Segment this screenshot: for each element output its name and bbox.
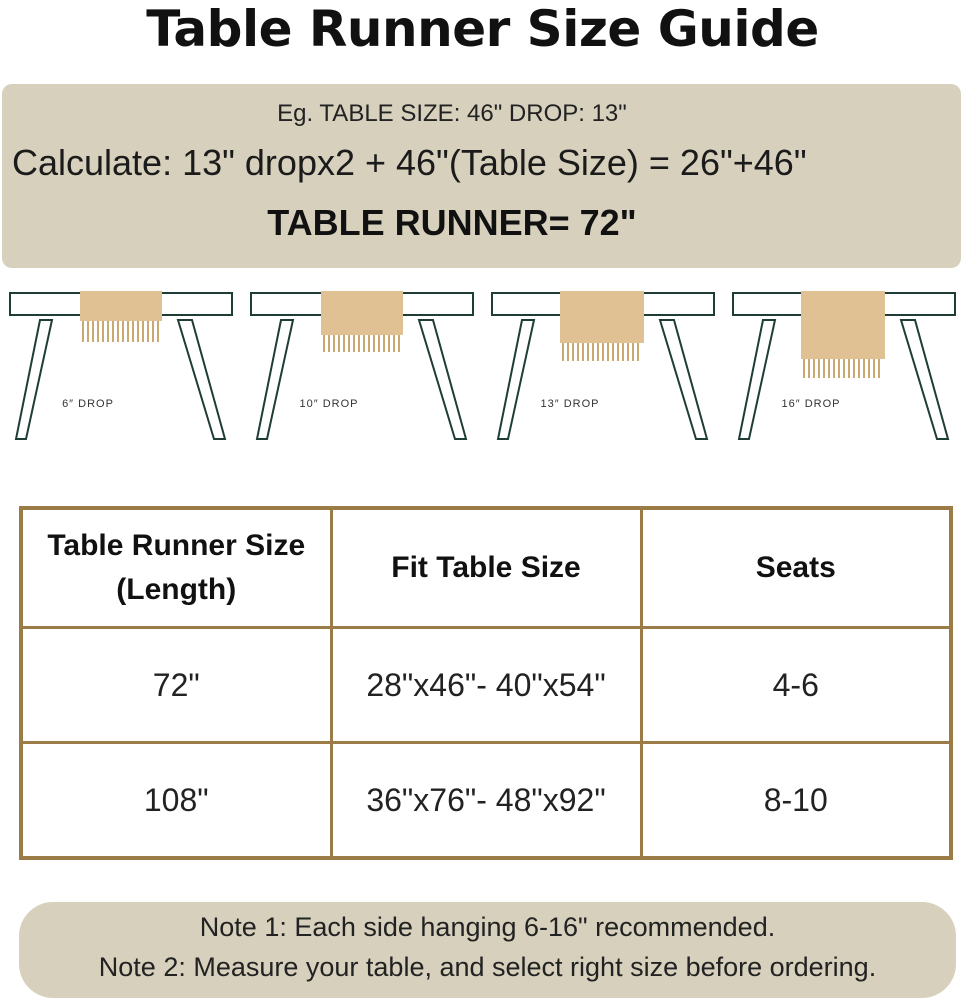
calculation-panel	[2, 84, 961, 268]
table-row	[21, 743, 951, 859]
size-table	[19, 506, 953, 860]
drop-illustration-16	[731, 284, 963, 444]
cell-seats: 8-10	[641, 743, 951, 859]
table-header-row	[21, 508, 951, 628]
calculation-result: TABLE RUNNER= 72"	[267, 202, 637, 243]
cell-fit-size: 28"x46"- 40"x54"	[331, 628, 641, 743]
calculation-example: Eg. TABLE SIZE: 46" DROP: 13"	[277, 100, 627, 127]
note-2: Note 2: Measure your table, and select right size before ordering.	[98, 952, 877, 982]
drop-illustration-10	[249, 284, 481, 444]
table-row	[21, 628, 951, 743]
drop-illustration-6	[8, 284, 240, 444]
drop-label: 10″ DROP	[299, 398, 359, 410]
cell-seats: 4-6	[641, 628, 951, 743]
cell-fit-size: 36"x76"- 48"x92"	[331, 743, 641, 859]
table-with-runner-icon	[8, 284, 240, 444]
page-title: Table Runner Size Guide	[146, 0, 819, 58]
drop-illustrations	[0, 284, 965, 444]
cell-length: 108"	[21, 743, 331, 859]
notes-panel	[19, 902, 956, 998]
header-seats: Seats	[641, 508, 951, 628]
header-runner-size: Table Runner Size (Length)	[21, 508, 331, 628]
header-fit-table-size: Fit Table Size	[331, 508, 641, 628]
drop-label: 13″ DROP	[540, 398, 600, 410]
drop-label: 6″ DROP	[62, 398, 114, 410]
table-with-runner-icon	[490, 284, 722, 444]
drop-illustration-13	[490, 284, 722, 444]
table-with-runner-icon	[249, 284, 481, 444]
table-with-runner-icon	[731, 284, 963, 444]
calculation-formula: Calculate: 13" dropx2 + 46"(Table Size) = 26"+46"	[12, 142, 807, 183]
drop-label: 16″ DROP	[781, 398, 841, 410]
note-1: Note 1: Each side hanging 6-16" recommended.	[199, 912, 776, 942]
cell-length: 72"	[21, 628, 331, 743]
